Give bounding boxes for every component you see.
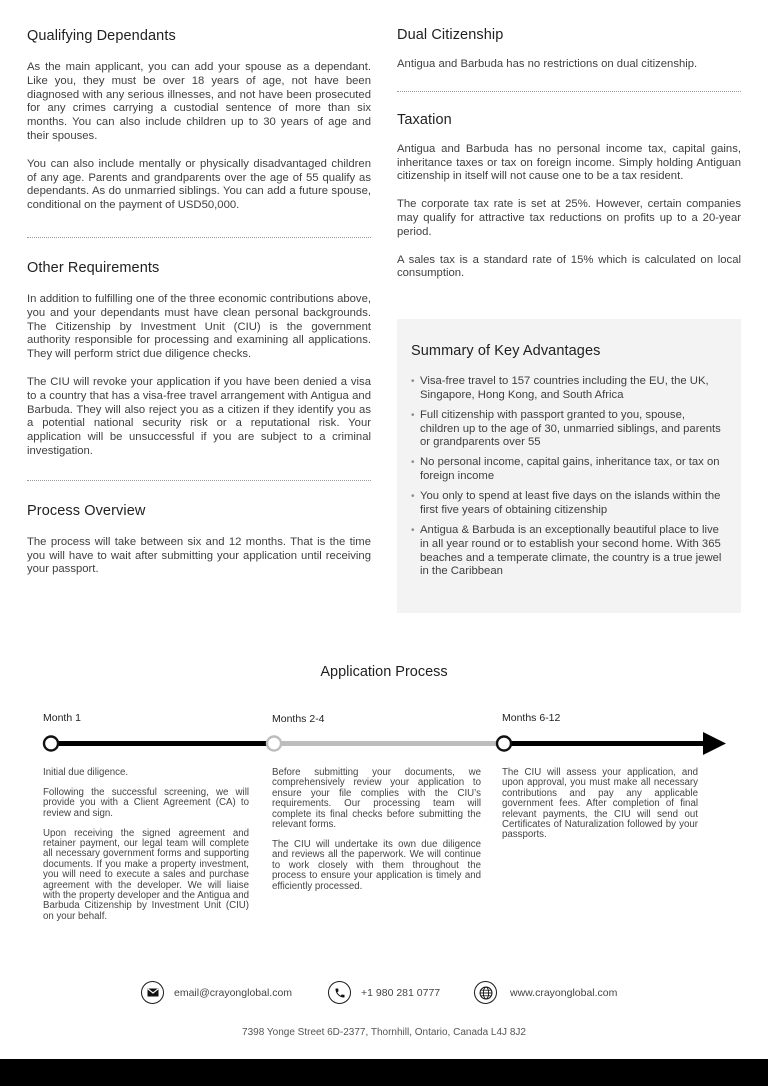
other-requirements-paragraph: In addition to fulfilling one of the three economic contributions above, you and your dependants must have clean personal backgrounds. The Citizenship by Investment Unit (CIU) is the government authority responsible for processing and examining all applications. They will perform strict due diligence checks. bbox=[27, 292, 371, 361]
list-item: • Visa-free travel to 157 countries including the EU, the UK, Singapore, Hong Kong, and South Africa bbox=[411, 375, 709, 401]
list-item: • No personal income, capital gains, inheritance tax, or tax on foreign income bbox=[411, 456, 720, 483]
taxation-paragraph: Antigua and Barbuda has no personal income tax, capital gains, inheritance taxes or tax on foreign income. Simply holding Antiguan citizenship in itself will not cause one to be a tax resident. bbox=[397, 142, 741, 183]
step-paragraph: The CIU will assess your application, and upon approval, you must make all necessary contributions and pay any applicable government fees. After completion of final relevant payments, the CIU will send out Certificates of Naturalization followed by your passports. bbox=[502, 767, 698, 841]
step-paragraph: Initial due diligence. bbox=[43, 767, 129, 778]
globe-icon bbox=[474, 981, 497, 1004]
application-process-heading: Application Process bbox=[320, 664, 448, 680]
contact-website[interactable] bbox=[474, 981, 617, 1004]
timeline-node-months-2-4 bbox=[267, 737, 281, 751]
step-description-months-6-12 bbox=[502, 768, 698, 850]
step-paragraph: Before submitting your documents, we comprehensively review your application to ensure your file complies with the CIU’s requirements. Our processing team will complete its final checks before submitting the relevant forms. bbox=[272, 767, 481, 831]
right-column bbox=[397, 26, 741, 281]
section-divider bbox=[27, 480, 371, 481]
timeline-label-month-1: Month 1 bbox=[43, 712, 81, 724]
step-paragraph: Following the successful screening, we will provide you with a Client Agreement (CA) to review and sign. bbox=[43, 786, 249, 819]
bullet-icon: • bbox=[411, 409, 415, 421]
office-address: 7398 Yonge Street 6D-2377, Thornhill, Ontario, Canada L4J 8J2 bbox=[242, 1027, 526, 1038]
dual-citizenship-paragraph: Antigua and Barbuda has no restrictions on dual citizenship. bbox=[397, 58, 698, 70]
phone-number[interactable]: +1 980 281 0777 bbox=[361, 986, 441, 999]
timeline-label-months-2-4: Months 2-4 bbox=[272, 713, 325, 725]
dual-citizenship-heading: Dual Citizenship bbox=[397, 27, 504, 43]
taxation-heading: Taxation bbox=[397, 111, 452, 128]
taxation-paragraph: The corporate tax rate is set at 25%. However, certain companies may qualify for attractive tax reductions on profits up to a 20-year period. bbox=[397, 198, 741, 238]
timeline-graphic bbox=[0, 728, 768, 760]
contact-phone[interactable] bbox=[328, 981, 440, 1004]
bullet-icon: • bbox=[411, 376, 415, 387]
bullet-icon: • bbox=[411, 524, 415, 536]
footer-bar bbox=[0, 1059, 768, 1086]
contact-email[interactable] bbox=[141, 981, 292, 1004]
step-paragraph: Upon receiving the signed agreement and retainer payment, our legal team will complete all necessary government forms and supporting documents. If you make a property investment, you will need to execute a sales and purchase agreement with the developer. We will liaise with the property developer and the Antigua and Barbuda Citizenship by Investment Unit (CIU) on your behalf. bbox=[43, 827, 249, 922]
left-column bbox=[27, 26, 371, 577]
timeline-node-months-6-12 bbox=[497, 737, 511, 751]
step-description-months-2-4 bbox=[272, 768, 481, 901]
key-advantages-box bbox=[397, 319, 741, 613]
timeline-label-months-6-12: Months 6-12 bbox=[502, 712, 561, 724]
phone-icon bbox=[328, 981, 351, 1004]
envelope-icon bbox=[141, 981, 164, 1004]
key-advantages-heading: Summary of Key Advantages bbox=[411, 343, 601, 359]
list-item: • Antigua & Barbuda is an exceptionally beautiful place to live in all year round or to establish your second home. With 365 beaches and a temperate climate, the country is a true jewel in the Caribbean bbox=[411, 523, 722, 578]
section-divider bbox=[27, 237, 371, 238]
key-advantages-list bbox=[411, 375, 726, 579]
qualifying-dependants-paragraph: As the main applicant, you can add your spouse as a dependant. Like you, they must be over 18 years of age, not have been diagnosed with any serious illnesses, and not have been prosecuted for any crimes carrying a custodial sentence of more than six months. You can also include children up to 30 years of age and their spouses. bbox=[27, 61, 371, 142]
email-link[interactable]: email@crayonglobal.com bbox=[174, 986, 293, 999]
timeline-node-month-1 bbox=[44, 737, 58, 751]
other-requirements-heading: Other Requirements bbox=[27, 259, 160, 276]
taxation-paragraph: A sales tax is a standard rate of 15% which is calculated on local consumption. bbox=[397, 253, 741, 280]
process-overview-paragraph: The process will take between six and 12 months. That is the time you will have to wait after submitting your application until receiving your passport. bbox=[27, 535, 371, 576]
bullet-icon: • bbox=[411, 457, 415, 469]
step-description-month-1 bbox=[43, 768, 249, 932]
qualifying-dependants-paragraph: You can also include mentally or physically disadvantaged children of any age. Parents and grandparents over the age of 55 qualify as dependants. As do unmarried siblings. You can add a future spouse, conditional on the payment of USD50,000. bbox=[27, 157, 371, 212]
other-requirements-paragraph: The CIU will revoke your application if you have been denied a visa to a country that has a visa-free travel arrangement with Antigua and Barbuda. They will also reject you as a citizen if they identify you as a potential national security risk or a reputational risk. Your application will be unsuccessful if you are subject to a criminal investigation. bbox=[27, 375, 371, 457]
section-divider bbox=[397, 91, 741, 92]
list-item: • You only to spend at least five days on the islands within the first five years of obtaining citizenship bbox=[411, 490, 721, 516]
qualifying-dependants-heading: Qualifying Dependants bbox=[27, 28, 176, 44]
timeline-arrowhead bbox=[703, 732, 726, 755]
step-paragraph: The CIU will undertake its own due diligence and reviews all the paperwork. We will continue to work closely with them throughout the process to ensure your application is timely and efficiently processed. bbox=[272, 838, 481, 892]
bullet-icon: • bbox=[411, 491, 415, 503]
process-overview-heading: Process Overview bbox=[27, 502, 146, 519]
list-item: • Full citizenship with passport granted to you, spouse, children up to the age of 30, unmarried siblings, and parents or grandparents over 55 bbox=[411, 408, 721, 449]
website-link[interactable]: www.crayonglobal.com bbox=[510, 986, 618, 999]
